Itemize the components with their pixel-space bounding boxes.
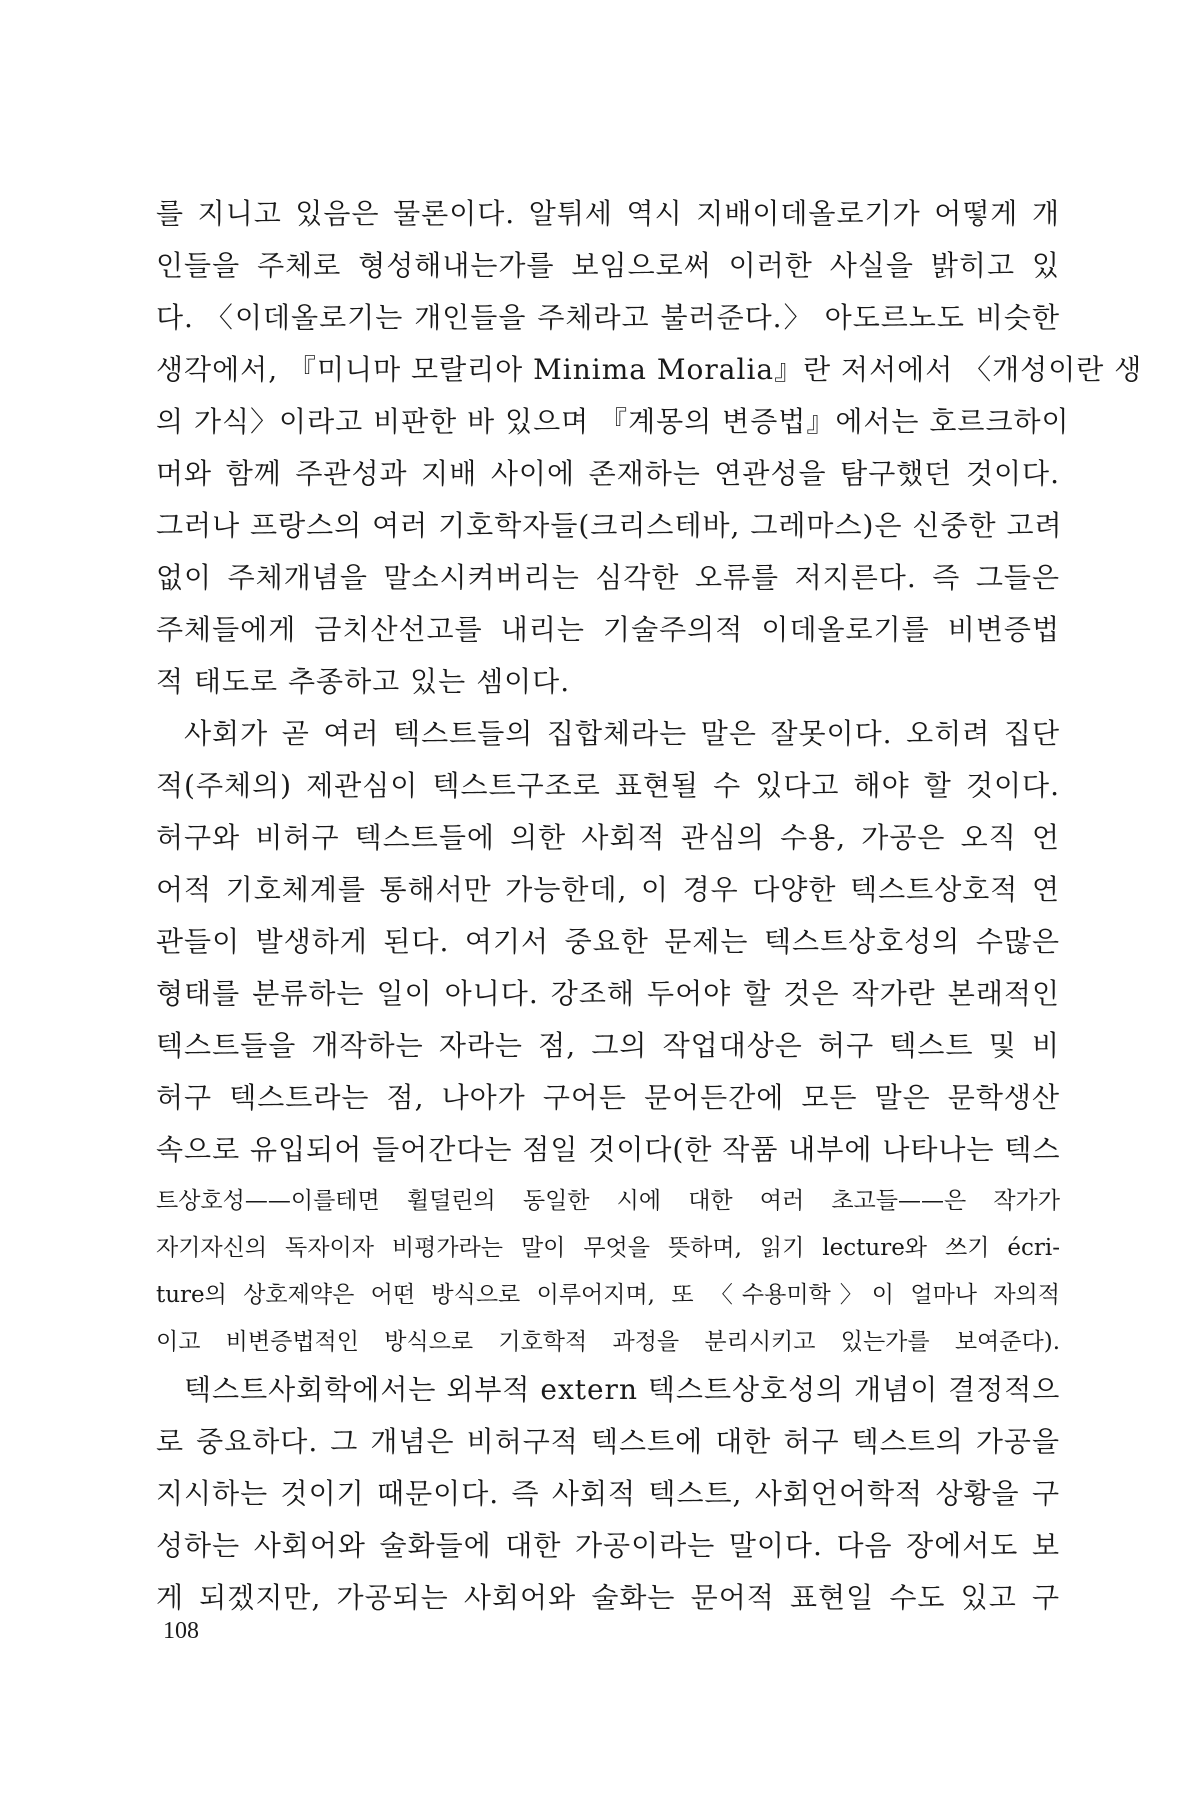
text-line: 의 가식〉이라고 비판한 바 있으며 『계몽의 변증법』에서는 호르크하이 [156, 405, 1070, 438]
text-line: 로 중요하다. 그 개념은 비허구적 텍스트에 대한 허구 텍스트의 가공을 [156, 1425, 1060, 1458]
text-line: 이고 비변증법적인 방식으로 기호학적 과정을 분리시키고 있는가를 보여준다). [156, 1329, 1060, 1355]
text-line: 사회가 곧 여러 텍스트들의 집합체라는 말은 잘못이다. 오히려 집단 [184, 717, 1060, 750]
paragraph-1 [156, 192, 1143, 712]
parenthetical-note [156, 1180, 1060, 1368]
text-line: 다. 〈이데올로기는 개인들을 주체라고 불러준다.〉 아도르노도 비슷한 [156, 301, 1060, 334]
text-line: 트상호성——이를테면 휠덜린의 동일한 시에 대한 여러 초고들——은 작가가 [156, 1188, 1060, 1214]
text-line: 인들을 주체로 형성해내는가를 보임으로써 이러한 사실을 밝히고 있 [156, 249, 1060, 282]
text-line: 허구와 비허구 텍스트들에 의한 사회적 관심의 수용, 가공은 오직 언 [156, 821, 1060, 854]
text-line: 를 지니고 있음은 물론이다. 알튀세 역시 지배이데올로기가 어떻게 개 [156, 197, 1060, 230]
text-line: 성하는 사회어와 술화들에 대한 가공이라는 말이다. 다음 장에서도 보 [156, 1529, 1060, 1562]
text-line: 형태를 분류하는 일이 아니다. 강조해 두어야 할 것은 작가란 본래적인 [156, 977, 1060, 1010]
text-line: 없이 주체개념을 말소시켜버리는 심각한 오류를 저지른다. 즉 그들은 [156, 561, 1060, 594]
text-line: 게 되겠지만, 가공되는 사회어와 술화는 문어적 표현일 수도 있고 구 [156, 1581, 1060, 1614]
text-line: 허구 텍스트라는 점, 나아가 구어든 문어든간에 모든 말은 문학생산 [156, 1081, 1060, 1114]
paragraph-3 [156, 1368, 1060, 1628]
text-line: 그러나 프랑스의 여러 기호학자들(크리스테바, 그레마스)은 신중한 고려 [156, 509, 1063, 542]
text-line: 주체들에게 금치산선고를 내리는 기술주의적 이데올로기를 비변증법 [156, 613, 1060, 646]
text-line: 어적 기호체계를 통해서만 가능한데, 이 경우 다양한 텍스트상호적 연 [156, 873, 1060, 906]
page-number: 108 [163, 1618, 199, 1644]
text-line: 머와 함께 주관성과 지배 사이에 존재하는 연관성을 탐구했던 것이다. [156, 457, 1060, 490]
text-line: 속으로 유입되어 들어간다는 점일 것이다(한 작품 내부에 나타나는 텍스 [156, 1133, 1061, 1166]
text-line: 적(주체의) 제관심이 텍스트구조로 표현될 수 있다고 해야 할 것이다. [156, 769, 1060, 802]
text-line: 텍스트들을 개작하는 자라는 점, 그의 작업대상은 허구 텍스트 및 비 [156, 1029, 1060, 1062]
text-line: 생각에서, 『미니마 모랄리아 Minima Moralia』란 저서에서 〈개성이란 생 [156, 353, 1143, 386]
text-line: 적 태도로 추종하고 있는 셈이다. [156, 665, 571, 698]
text-line: 지시하는 것이기 때문이다. 즉 사회적 텍스트, 사회언어학적 상황을 구 [156, 1477, 1060, 1510]
text-line: 자기자신의 독자이자 비평가라는 말이 무엇을 뜻하며, 읽기 lecture와 쓰기 écri- [156, 1235, 1060, 1261]
paragraph-2 [156, 712, 1060, 1180]
text-line: 텍스트사회학에서는 외부적 extern 텍스트상호성의 개념이 결정적으 [184, 1373, 1061, 1406]
page-body [156, 192, 1143, 1628]
text-line: 관들이 발생하게 된다. 여기서 중요한 문제는 텍스트상호성의 수많은 [156, 925, 1060, 958]
text-line: ture의 상호제약은 어떤 방식으로 이루어지며, 또 〈수용미학〉이 얼마나 자의적 [156, 1282, 1060, 1308]
